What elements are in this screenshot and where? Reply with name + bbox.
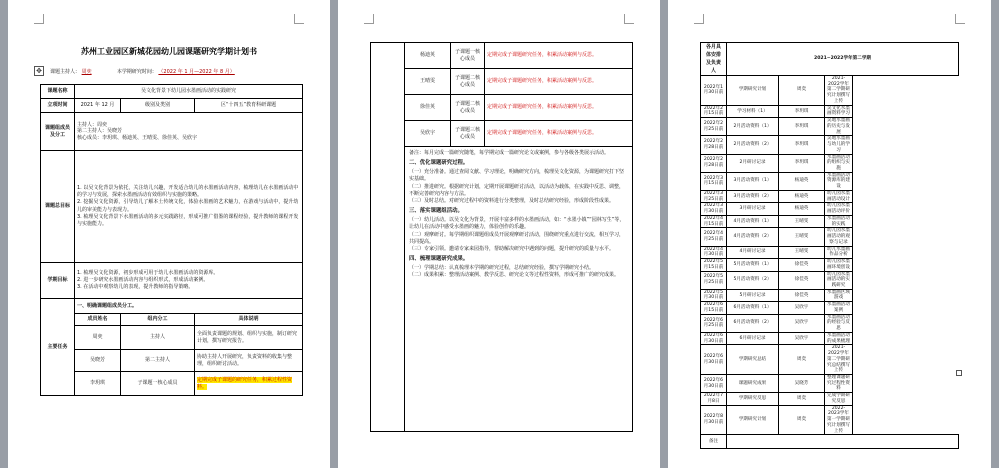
plan-table bbox=[40, 84, 303, 396]
schedule-content[interactable]: 水墨画活动的经验与反思 bbox=[825, 314, 853, 332]
schedule-person[interactable]: 杨迪英 bbox=[779, 190, 825, 202]
level-label: 级别及类别 bbox=[121, 99, 195, 113]
schedule-item[interactable]: 3月研讨记录 bbox=[727, 203, 779, 215]
members-label: 课题组成员及分工 bbox=[41, 113, 75, 151]
schedule-row bbox=[701, 302, 959, 314]
schedule-person[interactable]: 李玥琪 bbox=[779, 118, 825, 136]
schedule-date[interactable]: 2022年5月25日前 bbox=[701, 271, 727, 289]
level-value[interactable]: 区“十四五”教育科研课题 bbox=[195, 99, 303, 113]
schedule-date[interactable]: 2022年1月30日前 bbox=[701, 76, 727, 106]
host-name: 周奕 bbox=[81, 69, 92, 75]
schedule-row bbox=[701, 215, 959, 227]
role-member-role: 第二主持人 bbox=[121, 350, 195, 372]
schedule-content[interactable]: 水墨画活动的实践 bbox=[825, 215, 853, 227]
host-label: 课题主持人： bbox=[50, 69, 81, 75]
schedule-person[interactable]: 周奕 bbox=[779, 345, 825, 375]
schedule-date[interactable]: 2022年2月28日前 bbox=[701, 154, 727, 172]
section-paragraph: （一）学期总结：认真梳理本学期的研究过程，总结研究经验，撰写学期研究小结。 bbox=[409, 265, 595, 272]
schedule-item[interactable]: 4月活动资料（1） bbox=[727, 215, 779, 227]
term-goal-item: 3. 在活动中观察幼儿的表现，提升教师的指导策略。 bbox=[77, 284, 194, 291]
section-heading: 二、优化课题研究过程。 bbox=[409, 160, 469, 167]
schedule-content[interactable]: 完成学期研究反思 bbox=[825, 393, 853, 405]
goals-cell[interactable] bbox=[75, 151, 303, 263]
role-member-desc[interactable]: 协助主持人开展研究，负责资料的收集与整理，组织研讨活动。 bbox=[195, 350, 303, 372]
schedule-content[interactable]: 水墨画活动的组织与实施 bbox=[825, 154, 853, 172]
name-label: 课题名称 bbox=[41, 85, 75, 99]
schedule-date[interactable]: 2022年4月15日前 bbox=[701, 215, 727, 227]
schedule-item[interactable]: 6月活动资料（1） bbox=[727, 302, 779, 314]
schedule-date[interactable]: 2022年4月25日前 bbox=[701, 228, 727, 246]
role-member-role: 子课题二核心成员 bbox=[451, 95, 485, 121]
schedule-date[interactable]: 2022年6月30日前 bbox=[701, 345, 727, 375]
section-paragraph: （三）专家引领。邀请专家来园指导，帮助解决研究中遇到的问题，提升研究的质量与水平。 bbox=[409, 246, 615, 253]
table-move-handle[interactable]: ✥ bbox=[34, 66, 44, 76]
section-paragraph: （一）幼儿活动。以吴文化为背景，开展丰富多样的水墨画活动，如：“水墨小镇”“园林写生”等，让幼儿在活动中感受水墨画的魅力，体验创作的乐趣。 bbox=[409, 217, 625, 231]
role-member-desc[interactable] bbox=[485, 43, 633, 69]
role-member-role: 子课题二核心成员 bbox=[451, 69, 485, 95]
members-line: 核心成员：李玥琪、杨迪英、王晴雯、徐佳英、吴欣宇 bbox=[77, 134, 198, 141]
goal-item: 2. 挖掘吴文化资源，引导幼儿了解本土传统文化，体验水墨画的艺术魅力，在游戏与活动中，提升幼儿的审美能力与表现力。 bbox=[77, 199, 299, 213]
member-desc-text: 定期完成子课题研究任务，积累活动案例与反思。 bbox=[487, 78, 598, 85]
goals-label: 课题总目标 bbox=[41, 151, 75, 263]
schedule-date[interactable]: 2022年6月30日前 bbox=[701, 332, 727, 344]
term-goal-item: 2. 进一步研究水墨画活动内容与组织形式，形成活动案例。 bbox=[77, 276, 209, 283]
goal-item: 1. 以吴文化背景为依托，关注幼儿兴趣，开发适合幼儿的水墨画活动内容，梳理幼儿在水墨画活动中的学习与发展，探索水墨画活动有效组织与实施的策略。 bbox=[77, 184, 299, 198]
schedule-row bbox=[701, 332, 959, 344]
schedule-item[interactable]: 2月活动资料（1） bbox=[727, 118, 779, 136]
note-label: 备注 bbox=[701, 435, 727, 449]
roles-table-continued bbox=[370, 42, 633, 432]
schedule-row bbox=[701, 172, 959, 190]
schedule-person[interactable]: 王晴雯 bbox=[779, 228, 825, 246]
schedule-person[interactable]: 吴欣宇 bbox=[779, 332, 825, 344]
schedule-row bbox=[701, 203, 959, 215]
section-paragraph: （二）推进研究。根据研究计划，定期开展课题研讨活动，以活动为载体，在实践中反思、调整，不断完善研究内容与方法。 bbox=[409, 183, 625, 197]
members-line: 第二主持人：吴晓芳 bbox=[77, 128, 123, 135]
period-label: 本学期研究时间： bbox=[116, 69, 157, 75]
schedule-row bbox=[701, 228, 959, 246]
role-member-name: 李玥琪 bbox=[75, 372, 121, 396]
schedule-date[interactable]: 2022年5月30日前 bbox=[701, 289, 727, 301]
term-cell[interactable] bbox=[75, 263, 303, 299]
role-member-name: 吴晓芳 bbox=[75, 350, 121, 372]
schedule-date[interactable]: 2022年4月30日前 bbox=[701, 246, 727, 258]
schedule-row bbox=[701, 118, 959, 136]
schedule-item[interactable]: 2月活动资料（2） bbox=[727, 136, 779, 154]
crop-mark bbox=[624, 14, 634, 24]
schedule-row bbox=[701, 314, 959, 332]
schedule-item[interactable]: 学习材料（1） bbox=[727, 105, 779, 117]
schedule-person[interactable]: 徐佳英 bbox=[779, 271, 825, 289]
schedule-person[interactable]: 周奕 bbox=[779, 76, 825, 106]
document-meta bbox=[50, 68, 235, 75]
schedule-item[interactable]: 5月活动资料（2） bbox=[727, 271, 779, 289]
document-page-1 bbox=[8, 0, 330, 468]
goal-item: 3. 梳理吴文化背景下水墨画活动的多元实践路径，形成可推广借鉴的课程经验，提升教师的课程开发与实施能力。 bbox=[77, 213, 299, 227]
main-task-label: 主要任务 bbox=[41, 299, 75, 396]
role-member-name: 吴欣宇 bbox=[405, 121, 451, 147]
section-paragraph: （二）成果积累：整理活动案例、教学反思、研究论文等过程性资料，形成可推广的研究成果。 bbox=[409, 272, 620, 279]
schedule-item[interactable]: 6月研讨记录 bbox=[727, 332, 779, 344]
schedule-person[interactable]: 杨迪英 bbox=[779, 203, 825, 215]
schedule-date[interactable]: 2022年6月30日前 bbox=[701, 374, 727, 392]
schedule-person[interactable]: 王晴雯 bbox=[779, 246, 825, 258]
section-paragraph: （一）充分准备。通过查阅文献、学习理论，明确研究方向，梳理吴文化资源，为课题研究打下坚实基础。 bbox=[409, 169, 625, 183]
schedule-item[interactable]: 学期研究总结 bbox=[727, 345, 779, 375]
schedule-row bbox=[701, 154, 959, 172]
schedule-date[interactable]: 2022年6月15日前 bbox=[701, 302, 727, 314]
schedule-heading: 2021~2022学年第二学期 bbox=[727, 43, 959, 76]
term-label: 学期目标 bbox=[41, 263, 75, 299]
role-member-name: 杨迪英 bbox=[405, 43, 451, 69]
schedule-content[interactable]: 吴地水墨画与幼儿的学习 bbox=[825, 136, 853, 154]
schedule-content[interactable]: 2021-2022学年第二学期研究总结撰写上传 bbox=[825, 345, 853, 375]
schedule-row bbox=[701, 289, 959, 301]
schedule-content[interactable]: 水墨画活动资源库的建设 bbox=[825, 172, 853, 190]
crop-mark bbox=[34, 14, 44, 24]
schedule-item[interactable]: 学期研究计划 bbox=[727, 76, 779, 106]
schedule-row bbox=[701, 345, 959, 375]
schedule-table bbox=[700, 42, 959, 449]
schedule-content[interactable]: 2021-2022学年第二学期研究计划撰写上传 bbox=[825, 76, 853, 106]
schedule-person[interactable]: 吴欣宇 bbox=[779, 302, 825, 314]
role-member-desc[interactable] bbox=[485, 121, 633, 147]
schedule-content[interactable]: 幼儿园水墨画活动的观察与记录 bbox=[825, 228, 853, 246]
schedule-person[interactable]: 李玥琪 bbox=[779, 136, 825, 154]
schedule-date[interactable]: 2022年2月15日前 bbox=[701, 105, 727, 117]
section-paragraph: （三）及时总结。对研究过程中的资料进行分类整理，及时总结研究经验，形成阶段性成果。 bbox=[409, 198, 615, 205]
role-member-desc[interactable] bbox=[195, 372, 303, 396]
schedule-row bbox=[701, 190, 959, 202]
schedule-content[interactable]: 幼儿水墨画作品分析 bbox=[825, 246, 853, 258]
name-value[interactable]: 吴文化背景下幼儿园水墨画活动的实践研究 bbox=[75, 85, 303, 99]
document-page-3 bbox=[668, 0, 991, 468]
schedule-content[interactable]: 水墨画活动的成果梳理 bbox=[825, 332, 853, 344]
highlighted-text: 定期完成子课题的研究任务，积累过程性资料。 bbox=[197, 377, 293, 390]
schedule-person[interactable]: 周奕 bbox=[779, 405, 825, 435]
role-member-desc[interactable] bbox=[485, 95, 633, 121]
schedule-row bbox=[701, 105, 959, 117]
schedule-row bbox=[701, 246, 959, 258]
schedule-row bbox=[701, 136, 959, 154]
schedule-item[interactable]: 4月活动资料（2） bbox=[727, 228, 779, 246]
crop-mark bbox=[694, 14, 704, 24]
section-heading: 四、梳理课题研究成果。 bbox=[409, 256, 469, 263]
members-cell[interactable] bbox=[75, 113, 303, 151]
schedule-content[interactable]: 吴文化水墨画资料学习 bbox=[825, 105, 853, 117]
role-member-desc[interactable] bbox=[485, 69, 633, 95]
schedule-row bbox=[701, 271, 959, 289]
members-line: 主持人：周奕 bbox=[77, 122, 108, 129]
crop-mark bbox=[294, 14, 304, 24]
plan-body-cell[interactable] bbox=[405, 147, 633, 432]
schedule-rows bbox=[701, 76, 959, 435]
section-paragraph: （二）观摩研讨。每学期组织课题组成员开展观摩研讨活动，围绕研究重点进行交流，相互学习，共同提高。 bbox=[409, 231, 625, 245]
role-member-role: 主持人 bbox=[121, 326, 195, 350]
schedule-item[interactable]: 3月活动资料（2） bbox=[727, 190, 779, 202]
schedule-date[interactable]: 2022年2月28日前 bbox=[701, 136, 727, 154]
schedule-row bbox=[701, 374, 959, 392]
schedule-content[interactable]: 幼儿园水墨画活动的实践研究 bbox=[825, 271, 853, 289]
role-member-name: 徐佳英 bbox=[405, 95, 451, 121]
member-desc-text: 定期完成子课题研究任务，积累活动案例与反思。 bbox=[487, 104, 598, 111]
member-desc-text: 定期完成子课题研究任务，积累活动案例与反思。 bbox=[487, 52, 598, 59]
schedule-content[interactable]: 2022-2023学年第一学期研究计划撰写上传 bbox=[825, 405, 853, 435]
schedule-date[interactable]: 2022年7月8日 bbox=[701, 393, 727, 405]
schedule-date[interactable]: 2022年6月25日前 bbox=[701, 314, 727, 332]
schedule-content[interactable]: 水墨画活动案例 bbox=[825, 302, 853, 314]
member-desc-text: 定期完成子课题研究任务，积累活动案例与反思。 bbox=[487, 130, 598, 137]
schedule-date[interactable]: 2022年8月30日前 bbox=[701, 405, 727, 435]
role-member-name: 周奕 bbox=[75, 326, 121, 350]
table-resize-handle[interactable] bbox=[956, 370, 962, 376]
schedule-row bbox=[701, 393, 959, 405]
schedule-person[interactable]: 徐佳英 bbox=[779, 289, 825, 301]
schedule-row bbox=[701, 259, 959, 271]
roles-header-desc: 具体说明 bbox=[195, 314, 303, 326]
document-page-2 bbox=[338, 0, 660, 468]
schedule-content[interactable]: 幼儿园水墨画环境创设 bbox=[825, 259, 853, 271]
schedule-content[interactable]: 水墨画区域游戏 bbox=[825, 289, 853, 301]
schedule-item[interactable]: 学期研究计划 bbox=[727, 405, 779, 435]
schedule-side-label: 各月具体安排及负责人 bbox=[701, 43, 727, 76]
schedule-item[interactable]: 5月活动资料（1） bbox=[727, 259, 779, 271]
schedule-content[interactable]: 吴地水墨画的历史与发展 bbox=[825, 118, 853, 136]
schedule-content[interactable]: 幼儿园水墨画活动设计 bbox=[825, 190, 853, 202]
schedule-person[interactable]: 周奕 bbox=[779, 393, 825, 405]
main-task-cell-continued bbox=[371, 43, 405, 432]
schedule-date[interactable]: 2022年3月15日前 bbox=[701, 172, 727, 190]
schedule-person[interactable]: 李玥琪 bbox=[779, 105, 825, 117]
role-member-name: 王晴雯 bbox=[405, 69, 451, 95]
crop-mark bbox=[955, 14, 965, 24]
schedule-person[interactable]: 吴晓芳 bbox=[779, 374, 825, 392]
schedule-item[interactable]: 4月研讨记录 bbox=[727, 246, 779, 258]
note-text: 备注：每月完成一篇研究随笔，每学期完成一篇研究论文或案例，参与各级各类展示活动。 bbox=[409, 150, 610, 156]
schedule-date[interactable]: 2022年5月15日前 bbox=[701, 259, 727, 271]
schedule-content[interactable]: 整理课题研究过程性资料 bbox=[825, 374, 853, 392]
note-cell[interactable] bbox=[727, 435, 959, 449]
document-title: 苏州工业园区新城花园幼儿园课题研究学期计划书 bbox=[81, 46, 257, 56]
period-value: （2022 年 1 月—2022 年 8 月） bbox=[158, 69, 235, 75]
role-member-role: 子课题一核心成员 bbox=[121, 372, 195, 396]
schedule-row bbox=[701, 76, 959, 106]
time-label: 立项时间 bbox=[41, 99, 75, 113]
term-goal-item: 1. 梳理吴文化资源，初步形成可用于幼儿水墨画活动的资源库。 bbox=[77, 269, 219, 276]
section-heading: 三、落实课题组活动。 bbox=[409, 208, 463, 215]
role-member-desc[interactable]: 全面负责课题的规划、组织与实施，制订研究计划，撰写研究报告。 bbox=[195, 326, 303, 350]
schedule-person[interactable]: 徐佳英 bbox=[779, 259, 825, 271]
crop-mark bbox=[364, 14, 374, 24]
time-value[interactable]: 2021 年 12 月 bbox=[75, 99, 121, 113]
schedule-date[interactable]: 2022年2月25日前 bbox=[701, 118, 727, 136]
roles-header-name: 成员姓名 bbox=[75, 314, 121, 326]
schedule-item[interactable]: 2月研讨记录 bbox=[727, 154, 779, 172]
schedule-date[interactable]: 2022年3月30日前 bbox=[701, 203, 727, 215]
schedule-row bbox=[701, 405, 959, 435]
schedule-content[interactable]: 幼儿园水墨画活动评价 bbox=[825, 203, 853, 215]
schedule-person[interactable]: 杨迪英 bbox=[779, 172, 825, 190]
schedule-person[interactable]: 王晴雯 bbox=[779, 215, 825, 227]
role-member-role: 子课题一核心成员 bbox=[451, 43, 485, 69]
schedule-item[interactable]: 6月活动资料（2） bbox=[727, 314, 779, 332]
schedule-person[interactable]: 李玥琪 bbox=[779, 154, 825, 172]
schedule-item[interactable]: 学期研究反思 bbox=[727, 393, 779, 405]
schedule-item[interactable]: 3月活动资料（1） bbox=[727, 172, 779, 190]
schedule-item[interactable]: 课题研究成果 bbox=[727, 374, 779, 392]
schedule-person[interactable]: 吴欣宇 bbox=[779, 314, 825, 332]
roles-header-role: 组内分工 bbox=[121, 314, 195, 326]
role-member-role: 子课题三核心成员 bbox=[451, 121, 485, 147]
schedule-date[interactable]: 2022年3月25日前 bbox=[701, 190, 727, 202]
section-heading: 一、明确课题组成员分工。 bbox=[75, 299, 303, 314]
schedule-item[interactable]: 5月研讨记录 bbox=[727, 289, 779, 301]
